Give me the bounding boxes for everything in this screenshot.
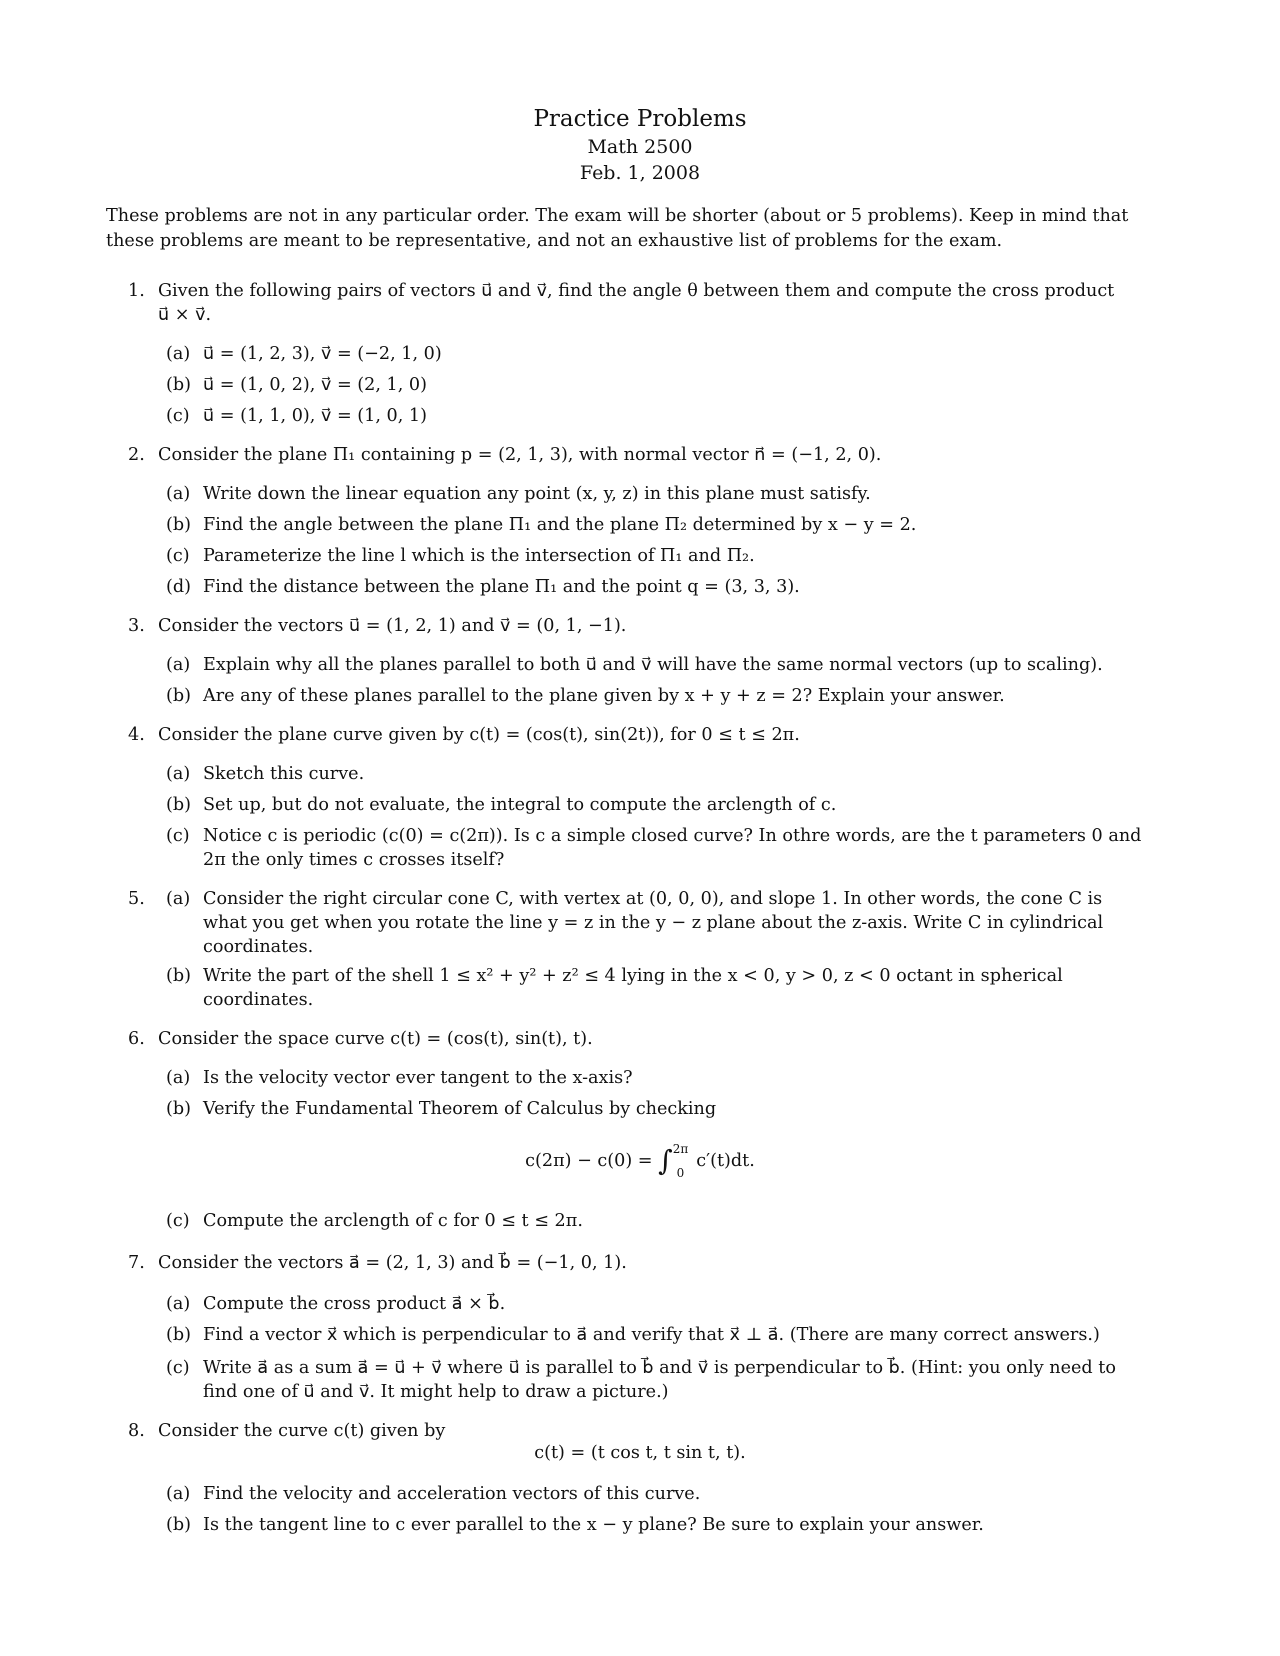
intro-line: these problems are meant to be representative, and not an exhaustive list of problems for the exam.	[106, 231, 1003, 251]
part-label: (a)	[166, 484, 191, 504]
problem-text: u⃗ × v⃗.	[158, 305, 212, 325]
part-text: Consider the right circular cone C, with vertex at (0, 0, 0), and slope 1. In other words, the cone C is	[203, 889, 1103, 909]
document-date: Feb. 1, 2008	[579, 162, 701, 184]
part-text: Is the velocity vector ever tangent to the x-axis?	[203, 1068, 633, 1088]
part-text: Sketch this curve.	[203, 764, 365, 784]
part-label: (b)	[166, 515, 191, 535]
problem-number: 1.	[128, 281, 145, 301]
part-text: Are any of these planes parallel to the plane given by x + y + z = 2? Explain your answer.	[203, 686, 1005, 706]
problem-text: Consider the vectors u⃗ = (1, 2, 1) and v⃗ = (0, 1, −1).	[158, 616, 627, 636]
problem-text: Consider the vectors a⃗ = (2, 1, 3) and b⃗ = (−1, 0, 1).	[158, 1253, 627, 1273]
part-text: Find the angle between the plane Π₁ and the plane Π₂ determined by x − y = 2.	[203, 515, 917, 535]
part-text: 2π the only times c crosses itself?	[203, 850, 505, 870]
part-label: (c)	[166, 1358, 190, 1378]
intro-line: These problems are not in any particular order. The exam will be shorter (about or 5 problems). Keep in mind that	[106, 206, 1129, 226]
part-label: (c)	[166, 1211, 190, 1231]
integral-sign: ∫	[658, 1144, 673, 1177]
part-text: find one of u⃗ and v⃗. It might help to draw a picture.)	[203, 1382, 669, 1402]
problem-text: Consider the plane curve given by c(t) = (cos(t), sin(2t)), for 0 ≤ t ≤ 2π.	[158, 725, 800, 745]
part-text: u⃗ = (1, 1, 0), v⃗ = (1, 0, 1)	[203, 406, 427, 426]
problem-text: Consider the space curve c(t) = (cos(t), sin(t), t).	[158, 1029, 593, 1049]
equation-lhs: c(2π) − c(0) =	[525, 1151, 653, 1171]
problem-text: Consider the plane Π₁ containing p = (2, 1, 3), with normal vector n⃗ = (−1, 2, 0).	[158, 445, 882, 465]
document-title: Practice Problems	[533, 106, 747, 132]
display-equation: c(t) = (t cos t, t sin t, t).	[534, 1443, 746, 1463]
part-label: (a)	[166, 889, 191, 909]
part-label: (b)	[166, 1099, 191, 1119]
part-label: (a)	[166, 344, 191, 364]
part-label: (b)	[166, 1515, 191, 1535]
problem-number: 8.	[128, 1421, 145, 1441]
part-text: coordinates.	[203, 937, 314, 957]
problem-text: Consider the curve c(t) given by	[158, 1421, 446, 1441]
part-text: u⃗ = (1, 0, 2), v⃗ = (2, 1, 0)	[203, 375, 427, 395]
problem-number: 4.	[128, 725, 145, 745]
part-text: Find the velocity and acceleration vectors of this curve.	[203, 1484, 701, 1504]
part-label: (c)	[166, 546, 190, 566]
part-label: (d)	[166, 577, 191, 597]
part-text: Compute the cross product a⃗ × b⃗.	[203, 1294, 506, 1314]
course-name: Math 2500	[587, 136, 693, 158]
part-text: what you get when you rotate the line y = z in the y − z plane about the z-axis. Write C in cylindrical	[203, 913, 1104, 933]
part-text: coordinates.	[203, 990, 314, 1010]
part-text: Write the part of the shell 1 ≤ x² + y² + z² ≤ 4 lying in the x < 0, y > 0, z < 0 octant in spherical	[203, 966, 1063, 986]
integrand: c′(t)dt.	[696, 1151, 755, 1171]
problem-number: 2.	[128, 445, 145, 465]
part-label: (b)	[166, 966, 191, 986]
part-text: Write down the linear equation any point (x, y, z) in this plane must satisfy.	[203, 484, 871, 504]
problem-text: Given the following pairs of vectors u⃗ and v⃗, find the angle θ between them and compute the cross product	[158, 281, 1115, 301]
part-label: (b)	[166, 686, 191, 706]
problem-number: 6.	[128, 1029, 145, 1049]
part-text: Write a⃗ as a sum a⃗ = u⃗ + v⃗ where u⃗ is parallel to b⃗ and v⃗ is perpendicular to b⃗. (Hint: you only need to	[203, 1358, 1116, 1378]
problem-number: 3.	[128, 616, 145, 636]
part-text: Explain why all the planes parallel to both u⃗ and v⃗ will have the same normal vectors (up to scaling).	[203, 655, 1103, 675]
part-label: (a)	[166, 1068, 191, 1088]
display-equation	[0, 1140, 1280, 1180]
upper-limit: 2π	[672, 1142, 689, 1156]
part-label: (c)	[166, 406, 190, 426]
part-text: Find a vector x⃗ which is perpendicular to a⃗ and verify that x⃗ ⊥ a⃗. (There are many correct answers.)	[203, 1325, 1100, 1345]
part-label: (b)	[166, 795, 191, 815]
part-label: (a)	[166, 655, 191, 675]
part-label: (b)	[166, 1325, 191, 1345]
part-text: u⃗ = (1, 2, 3), v⃗ = (−2, 1, 0)	[203, 344, 442, 364]
part-text: Parameterize the line l which is the intersection of Π₁ and Π₂.	[203, 546, 755, 566]
part-text: Verify the Fundamental Theorem of Calculus by checking	[203, 1099, 717, 1119]
part-text: Set up, but do not evaluate, the integral to compute the arclength of c.	[203, 795, 837, 815]
part-label: (a)	[166, 1484, 191, 1504]
part-label: (c)	[166, 826, 190, 846]
part-text: Find the distance between the plane Π₁ and the point q = (3, 3, 3).	[203, 577, 800, 597]
part-label: (a)	[166, 1294, 191, 1314]
part-text: Is the tangent line to c ever parallel to the x − y plane? Be sure to explain your answer.	[203, 1515, 984, 1535]
part-text: Compute the arclength of c for 0 ≤ t ≤ 2π.	[203, 1211, 583, 1231]
part-label: (b)	[166, 375, 191, 395]
problem-number: 5.	[128, 889, 145, 909]
integral-limits	[673, 1142, 689, 1180]
problem-number: 7.	[128, 1253, 145, 1273]
part-label: (a)	[166, 764, 191, 784]
lower-limit: 0	[676, 1166, 685, 1180]
part-text: Notice c is periodic (c(0) = c(2π)). Is c a simple closed curve? In othre words, are the t parameters 0 and	[203, 826, 1142, 846]
